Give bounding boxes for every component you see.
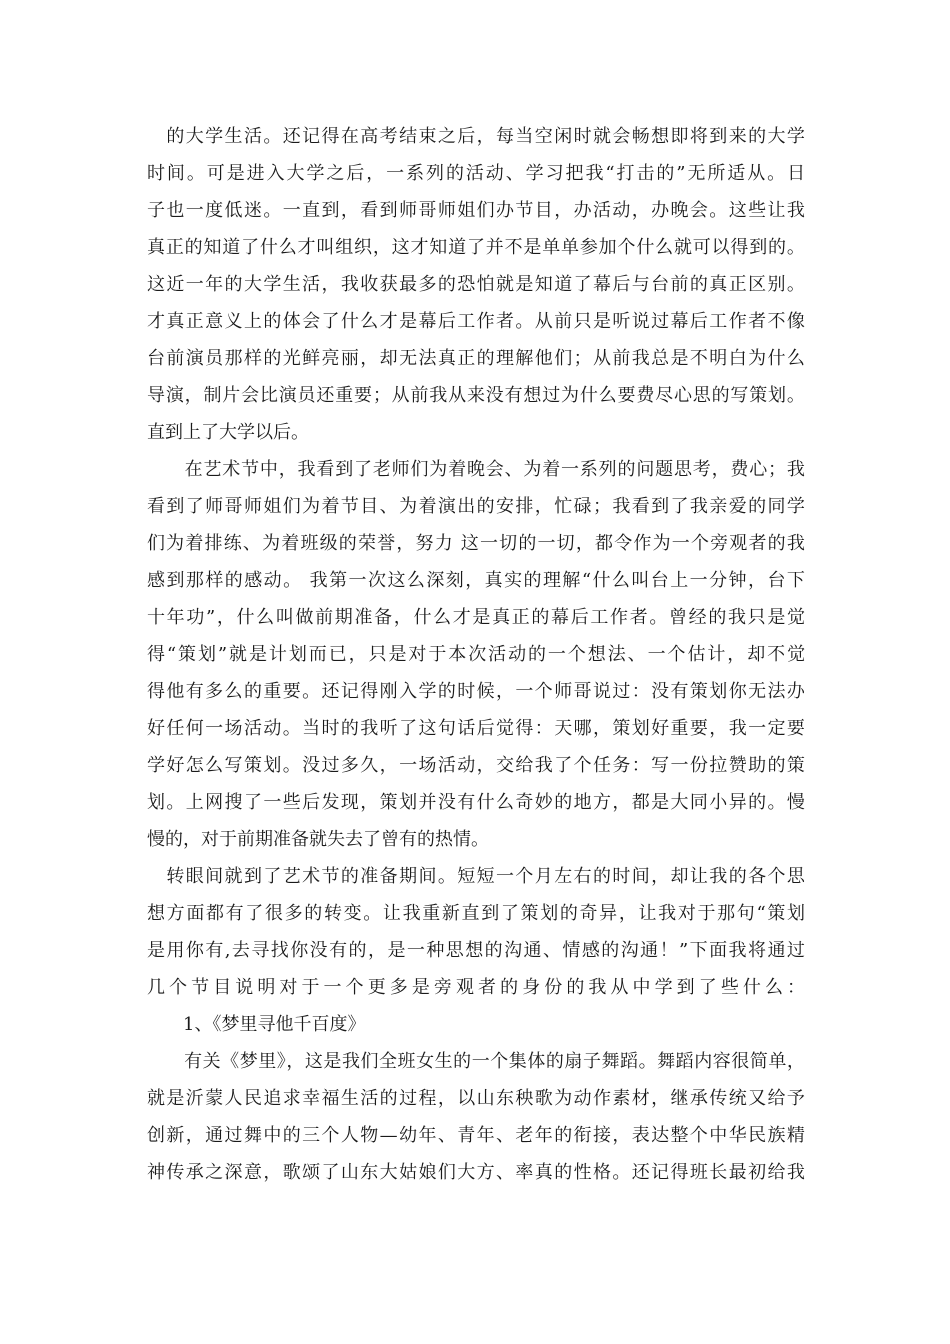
text-line: 十年功”，什么叫做前期准备，什么才是真正的幕后工作者。曾经的我只是觉 [147,607,807,628]
text-line: 们为着排练、为着班级的荣誉，努力 这一切的一切，都令作为一个旁观者的我 [147,533,807,554]
text-line: 就是沂蒙人民追求幸福生活的过程，以山东秧歌为动作素材，继承传统又给予 [147,1088,807,1109]
text-line: 时间。可是进入大学之后，一系列的活动、学习把我“打击的”无所适从。日 [147,163,808,184]
text-line: 慢的，对于前期准备就失去了曾有的热情。 [147,829,489,850]
text-line: 学好怎么写策划。没过多久，一场活动，交给我了个任务：写一份拉赞助的策 [147,755,807,776]
text-line: 看到了师哥师姐们为着节目、为着演出的安排，忙碌；我看到了我亲爱的同学 [147,496,807,517]
text-line: 得他有多么的重要。还记得刚入学的时候，一个师哥说过：没有策划你无法办 [147,681,807,702]
text-line: 子也一度低迷。一直到，看到师哥师姐们办节目，办活动，办晚会。这些让我 [147,200,807,221]
text-line: 才真正意义上的体会了什么才是幕后工作者。从前只是听说过幕后工作者不像 [147,311,807,332]
text-line: 创新，通过舞中的三个人物—幼年、青年、老年的衔接，表达整个中华民族精 [147,1125,807,1146]
text-line: 导演，制片会比演员还重要；从前我从来没有想过为什么要费尽心思的写策划。 [147,385,806,406]
text-line: 转眼间就到了艺术节的准备期间。短短一个月左右的时间，却让我的各个思 [147,866,807,887]
text-line: 得“策划”就是计划而已，只是对于本次活动的一个想法、一个估计，却不觉 [147,644,808,665]
text-line: 在艺术节中，我看到了老师们为着晚会、为着一系列的问题思考，费心；我 [147,459,806,480]
text-line: 神传承之深意，歌颂了山东大姑娘们大方、率真的性格。还记得班长最初给我 [147,1162,807,1183]
text-line: 是用你有,去寻找你没有的，是一种思想的沟通、情感的沟通！”下面我将通过 [147,940,807,961]
text-line: 想方面都有了很多的转变。让我重新直到了策划的奇异，让我对于那句“策划 [147,903,807,924]
section-heading: 1、《梦里寻他千百度》 [147,1014,366,1035]
text-line: 直到上了大学以后。 [147,422,309,443]
text-line: 的大学生活。还记得在高考结束之后，每当空闲时就会畅想即将到来的大学 [147,126,807,147]
text-line: 有关《梦里》，这是我们全班女生的一个集体的扇子舞蹈。舞蹈内容很简单， [147,1051,806,1072]
text-line: 这近一年的大学生活，我收获最多的恐怕就是知道了幕后与台前的真正区别。 [147,274,807,295]
text-line: 划。上网搜了一些后发现，策划并没有什么奇妙的地方，都是大同小异的。慢 [147,792,807,813]
text-line: 台前演员那样的光鲜亮丽，却无法真正的理解他们；从前我总是不明白为什么 [147,348,807,369]
text-line: 真正的知道了什么才叫组织，这才知道了并不是单单参加个什么就可以得到的。 [147,237,806,258]
text-line: 好任何一场活动。当时的我听了这句话后觉得：天哪，策划好重要，我一定要 [147,718,807,739]
text-line: 几个节目说明对于一个更多是旁观者的身份的我从中学到了些什么： [147,977,810,998]
text-line: 感到那样的感动。 我第一次这么深刻，真实的理解“什么叫台上一分钟，台下 [147,570,807,591]
